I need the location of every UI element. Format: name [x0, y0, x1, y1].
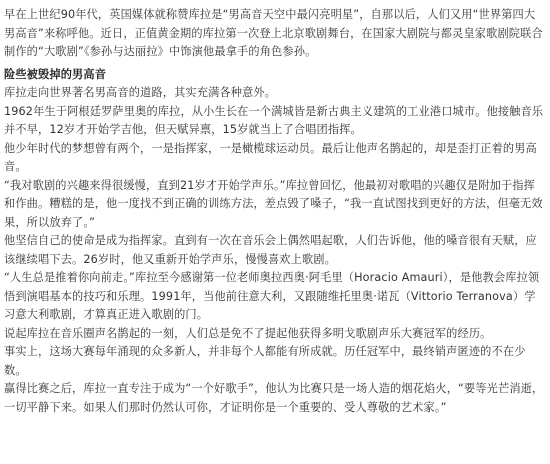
paragraph: 事实上，这场大赛每年涌现的众多新人，并非每个人都能有所成就。历任冠军中，最终销声匿迹的不在少数。 — [4, 345, 526, 377]
article-body — [4, 6, 546, 417]
section-title: 险些被毁掉的男高音 — [4, 67, 107, 81]
intro-paragraph: 早在上世纪90年代，英国媒体就称赞库拉是“男高音天空中最闪亮明星”，自那以后，人们又用“世界第四大男高音”来称呼他。近日，正值黄金期的库拉第一次登上北京歌剧舞台，在国家大剧院与都灵皇家歌剧院联合制作的“大歌剧”《参孙与达丽拉》中饰演他最拿手的角色参孙。 — [4, 8, 543, 58]
paragraph: 他坚信自己的使命是成为指挥家。直到有一次在音乐会上偶然唱起歌，人们告诉他，他的嗓音很有天赋，应该继续唱下去。26岁时，他又重新开始学声乐，慢慢喜欢上歌剧。 — [4, 234, 537, 266]
paragraph: 库拉走向世界著名男高音的道路，其实充满各种意外。 — [4, 86, 277, 99]
paragraph: 说起库拉在音乐圈声名鹊起的一刻，人们总是免不了提起他获得多明戈歌剧声乐大赛冠军的经历。 — [4, 326, 492, 340]
paragraph: 赢得比赛之后，库拉一直专注于成为“一个好歌手”，他认为比赛只是一场人造的烟花焰火，“要等光芒消逝，一切平静下来。如果人们那时仍然认可你，才证明你是一个重要的、受人尊敬的艺术家。” — [4, 382, 544, 414]
paragraph: “人生总是推着你向前走。”库拉至今感谢第一位老师奥拉西奥·阿毛里（Horacio Amauri），是他教会库拉领悟到演唱基本的技巧和乐理。1991年，当他前往意大利，又跟随维托里奥·诺瓦（Vittorio Terranova）学习意大利歌剧，才算真正进入歌剧的门。 — [4, 271, 540, 321]
paragraph: 他少年时代的梦想曾有两个，一是指挥家，一是橄榄球运动员。最后让他声名鹊起的，却是歪打正着的男高音。 — [4, 141, 537, 173]
paragraph: 1962年生于阿根廷罗萨里奥的库拉，从小生长在一个满城皆是新古典主义建筑的工业港口城市。他接触音乐并不早，12岁才开始学吉他，但天赋异禀，15岁就当上了合唱团指挥。 — [4, 104, 544, 136]
paragraph: “我对歌剧的兴趣来得很缓慢，直到21岁才开始学声乐。”库拉曾回忆，他最初对歌唱的兴趣仅是附加于指挥和作曲。糟糕的是，他一度找不到正确的训练方法，差点毁了嗓子，“我一直试图找到更好的方法，但毫无效果，所以放弃了。” — [4, 178, 543, 229]
